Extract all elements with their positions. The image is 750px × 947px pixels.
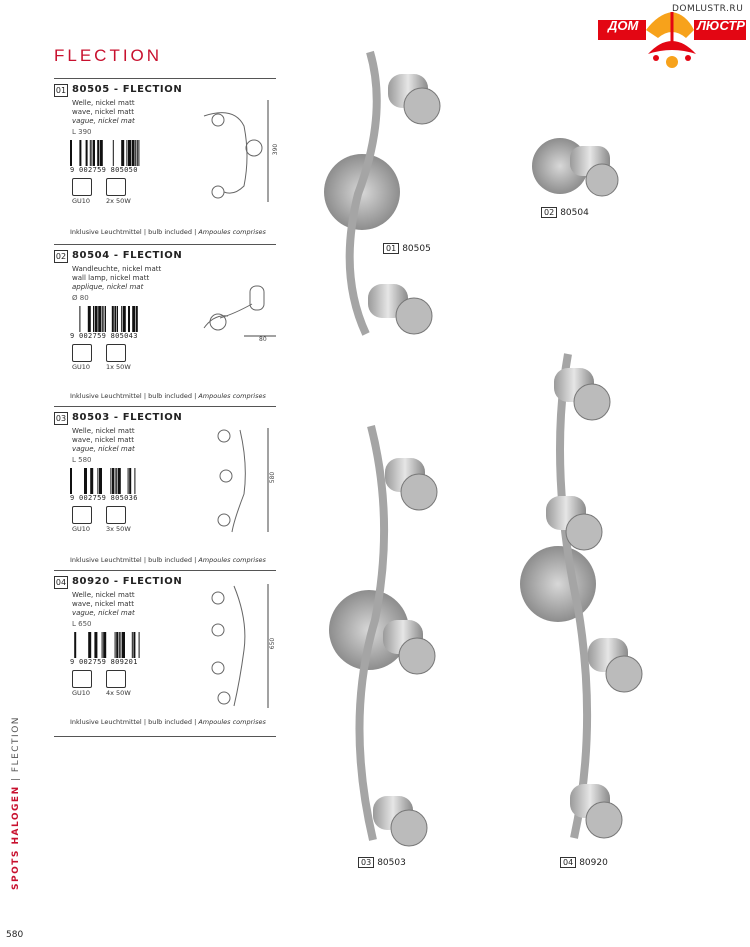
- entry-desc-fr: vague, nickel mat: [72, 117, 135, 125]
- included-note: Inklusive Leuchtmittel | bulb included | Ampoules comprises: [70, 392, 266, 400]
- bulb-label: 4x 50W: [106, 689, 131, 697]
- entry-number: 03: [55, 414, 67, 423]
- drawing-dimension: 580: [269, 471, 277, 484]
- entry-desc-de: Wandleuchte, nickel matt: [72, 265, 162, 273]
- product-entry-02: [54, 244, 276, 404]
- bulb-label: 3x 50W: [106, 525, 131, 533]
- barcode: [70, 468, 144, 494]
- socket-icon: [72, 344, 92, 362]
- included-note: Inklusive Leuchtmittel | bulb included | Ampoules comprises: [70, 228, 266, 236]
- logo-word-right: ЛЮСТР: [697, 18, 745, 33]
- divider: [54, 406, 276, 407]
- entry-desc-fr: vague, nickel mat: [72, 445, 135, 453]
- socket-label: GU10: [72, 197, 91, 205]
- entry-number: 04: [55, 578, 67, 587]
- side-section-label: SPOTS HALOGEN | FLECTION: [11, 715, 21, 890]
- socket-icon: [72, 178, 92, 196]
- bulb-label: 2x 50W: [106, 197, 131, 205]
- barcode: [70, 140, 144, 166]
- bulb-icon: [106, 178, 126, 196]
- socket-icon: [72, 670, 92, 688]
- entry-desc-en: wave, nickel matt: [72, 108, 135, 116]
- photo-80505: [318, 44, 468, 344]
- entry-desc-en: wave, nickel matt: [72, 436, 135, 444]
- entry-desc-en: wall lamp, nickel matt: [72, 274, 150, 282]
- product-entry-03: [54, 406, 276, 566]
- bulb-icon: [106, 344, 126, 362]
- logo-word-left: ДОМ: [608, 18, 639, 33]
- entry-desc-fr: applique, nickel mat: [72, 283, 144, 291]
- socket-icon: [72, 506, 92, 524]
- entry-desc-fr: vague, nickel mat: [72, 609, 135, 617]
- product-entry-01: [54, 78, 280, 238]
- included-note: Inklusive Leuchtmittel | bulb included | Ampoules comprises: [70, 718, 266, 726]
- logo-url: DOMLUSTR.RU: [672, 4, 744, 14]
- socket-label: GU10: [72, 689, 91, 697]
- drawing-dimension: 650: [269, 637, 277, 650]
- technical-drawing: [194, 96, 278, 206]
- page-number: 580: [6, 930, 24, 940]
- page-title: FLECTION: [54, 46, 163, 65]
- socket-label: GU10: [72, 525, 91, 533]
- bulb-icon: [106, 506, 126, 524]
- barcode-number: 9 002759 809201: [70, 658, 138, 666]
- barcode: [70, 306, 144, 332]
- barcode-number: 9 002759 805043: [70, 332, 138, 340]
- drawing-dimension: 390: [272, 143, 280, 156]
- entry-desc-de: Welle, nickel matt: [72, 427, 135, 435]
- photo-caption-01: 01 80505: [383, 243, 431, 254]
- entry-number: 02: [55, 252, 67, 261]
- divider: [54, 244, 276, 245]
- entry-desc-en: wave, nickel matt: [72, 600, 135, 608]
- photo-80920: [518, 348, 668, 848]
- divider: [54, 78, 276, 79]
- entry-name: 80503 - FLECTION: [72, 412, 183, 423]
- photo-80504: [530, 126, 630, 206]
- barcode-number: 9 002759 805050: [70, 166, 138, 174]
- entry-name: 80920 - FLECTION: [72, 576, 183, 587]
- product-entry-04: [54, 570, 276, 740]
- bulb-label: 1x 50W: [106, 363, 131, 371]
- entry-dimension: L 390: [72, 128, 92, 136]
- included-note: Inklusive Leuchtmittel | bulb included | Ampoules comprises: [70, 556, 266, 564]
- entry-dimension: L 580: [72, 456, 92, 464]
- barcode-number: 9 002759 805036: [70, 494, 138, 502]
- drawing-dimension: 80: [259, 336, 267, 343]
- entry-name: 80504 - FLECTION: [72, 250, 183, 261]
- bulb-icon: [106, 670, 126, 688]
- barcode: [70, 632, 144, 658]
- photo-caption-04: 04 80920: [560, 857, 608, 868]
- entry-desc-de: Welle, nickel matt: [72, 591, 135, 599]
- divider: [54, 570, 276, 571]
- entry-name: 80505 - FLECTION: [72, 84, 183, 95]
- entry-dimension: L 650: [72, 620, 92, 628]
- socket-label: GU10: [72, 363, 91, 371]
- photo-caption-03: 03 80503: [358, 857, 406, 868]
- entry-dimension: Ø 80: [72, 294, 89, 302]
- photo-80503: [325, 420, 465, 850]
- entry-desc-de: Welle, nickel matt: [72, 99, 135, 107]
- entry-number: 01: [55, 86, 67, 95]
- photo-caption-02: 02 80504: [541, 207, 589, 218]
- divider: [54, 736, 276, 737]
